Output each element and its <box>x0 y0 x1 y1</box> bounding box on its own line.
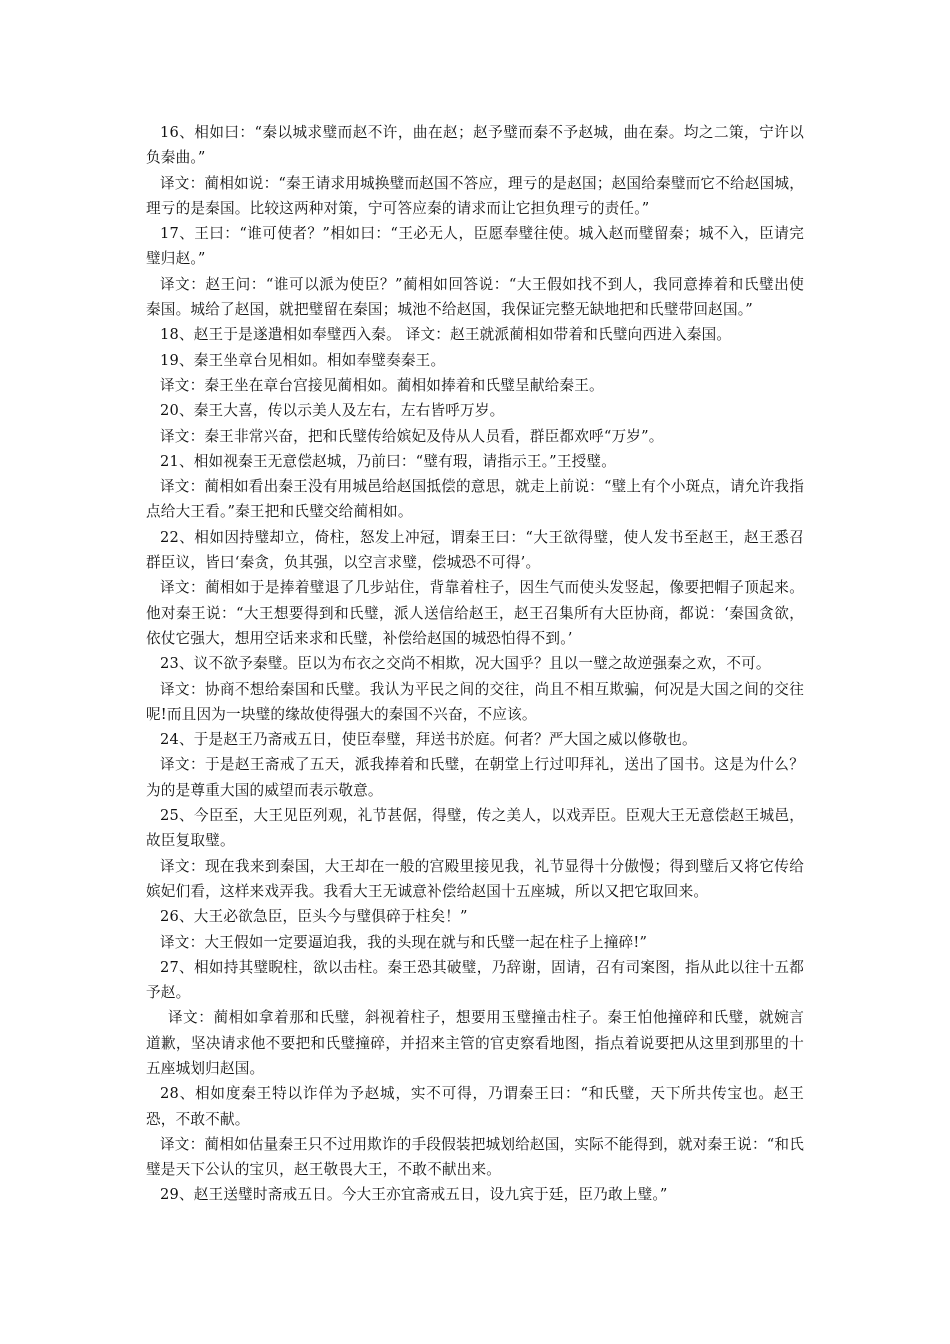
translation-23: 译文：协商不想给秦国和氏璧。我认为平民之间的交往，尚且不相互欺骗，何况是大国之间的交往呢!而且因为一块璧的缘故使得强大的秦国不兴奋，不应该。 <box>146 680 804 723</box>
translation-28: 译文：蔺相如估量秦王只不过用欺诈的手段假装把城划给赵国，实际不能得到，就对秦王说：“和氏璧是天下公认的宝贝，赵王敬畏大王，不敢不献出来。 <box>146 1135 804 1179</box>
translation-24: 译文：于是赵王斋戒了五天，派我捧着和氏璧，在朝堂上行过叩拜礼，送出了国书。这是为什么？为的是尊重大国的威望而表示敬意。 <box>146 756 804 799</box>
translation-19: 译文：秦王坐在章台宫接见蔺相如。蔺相如捧着和氏璧呈献给秦王。 <box>160 376 604 394</box>
translation-20: 译文：秦王非常兴奋，把和氏璧传给嫔妃及侍从人员看，群臣都欢呼“万岁”。 <box>160 427 664 445</box>
translation-25: 译文：现在我来到秦国，大王却在一般的宫殿里接见我，礼节显得十分傲慢；得到璧后又将它传给嫔妃们看，这样来戏弄我。我看大王无诚意补偿给赵国十五座城，所以又把它取回来。 <box>146 857 804 900</box>
paragraph-18: 18、赵王于是遂遣相如奉璧西入秦。 译文：赵王就派蔺相如带着和氏璧向西进入秦国。 <box>160 326 732 344</box>
paragraph-20: 20、秦王大喜，传以示美人及左右，左右皆呼万岁。 <box>160 402 505 420</box>
paragraph-21: 21、相如视秦王无意偿赵城，乃前曰：“璧有瑕，请指示王。”王授璧。 <box>160 452 617 470</box>
translation-21: 译文：蔺相如看出秦王没有用城邑给赵国抵偿的意思，就走上前说：“璧上有个小斑点，请允许我指点给大王看。”秦王把和氏璧交给蔺相如。 <box>146 478 804 521</box>
paragraph-24: 24、于是赵王乃斋戒五日，使臣奉璧，拜送书於庭。何者？严大国之威以修敬也。 <box>160 731 697 749</box>
translation-26: 译文：大王假如一定要逼迫我，我的头现在就与和氏璧一起在柱子上撞碎!” <box>160 933 648 951</box>
paragraph-16: 16、相如曰：“秦以城求璧而赵不许，曲在赵；赵予璧而秦不予赵城，曲在秦。均之二策，宁许以负秦曲。” <box>146 124 804 167</box>
paragraph-27: 27、相如持其璧睨柱，欲以击柱。秦王恐其破璧，乃辞谢，固请，召有司案图，指从此以往十五都予赵。 <box>146 958 804 1002</box>
paragraph-29: 29、赵王送璧时斋戒五日。今大王亦宜斋戒五日，设九宾于廷，臣乃敢上璧。” <box>160 1186 668 1204</box>
translation-16: 译文：蔺相如说：“秦王请求用城换璧而赵国不答应，理亏的是赵国；赵国给秦璧而它不给赵国城，理亏的是秦国。比较这两种对策，宁可答应秦的请求而让它担负理亏的责任。” <box>146 174 804 217</box>
paragraph-23: 23、议不欲予秦璧。臣以为布衣之交尚不相欺，况大国乎？且以一璧之故逆强秦之欢，不可。 <box>160 655 771 673</box>
translation-27: 译文：蔺相如拿着那和氏璧，斜视着柱子，想要用玉璧撞击柱子。秦王怕他撞碎和氏璧，就婉言道歉，坚决请求他不要把和氏璧撞碎，并招来主管的官吏察看地图，指点着说要把从这里到那里的十五座城划归赵国。 <box>146 1009 804 1077</box>
paragraph-17: 17、王曰：“谁可使者？”相如曰：“王必无人，臣愿奉璧往使。城入赵而璧留秦；城不入，臣请完璧归赵。” <box>146 225 804 268</box>
paragraph-19: 19、秦王坐章台见相如。相如奉璧奏秦王。 <box>160 351 446 369</box>
paragraph-28: 28、相如度秦王特以诈佯为予赵城，实不可得，乃谓秦王曰：“和氏璧，天下所共传宝也。赵王恐，不敢不献。 <box>146 1085 804 1128</box>
paragraph-25: 25、今臣至，大王见臣列观，礼节甚倨，得璧，传之美人，以戏弄臣。臣观大王无意偿赵王城邑，故臣复取璧。 <box>146 807 804 850</box>
paragraph-22: 22、相如因持璧却立，倚柱，怒发上冲冠，谓秦王曰：“大王欲得璧，使人发书至赵王，赵王悉召群臣议，皆曰‘秦贪，负其强，以空言求璧，偿城恐不可得’。 <box>146 528 804 572</box>
translation-17: 译文：赵王问：“谁可以派为使臣？”蔺相如回答说：“大王假如找不到人，我同意捧着和氏璧出使秦国。城给了赵国，就把璧留在秦国；城池不给赵国，我保证完整无缺地把和氏璧带回赵国。” <box>146 275 804 319</box>
paragraph-26: 26、大王必欲急臣，臣头今与璧俱碎于柱矣！” <box>160 908 468 926</box>
translation-22: 译文：蔺相如于是捧着璧退了几步站住，背靠着柱子，因生气而使头发竖起，像要把帽子顶起来。他对秦王说：“大王想要得到和氏璧，派人送信给赵王，赵王召集所有大臣协商，都说：‘秦国贪欲，依仗它强大，想用空话来求和氏璧，补偿给赵国的城恐怕得不到。’ <box>146 579 804 647</box>
